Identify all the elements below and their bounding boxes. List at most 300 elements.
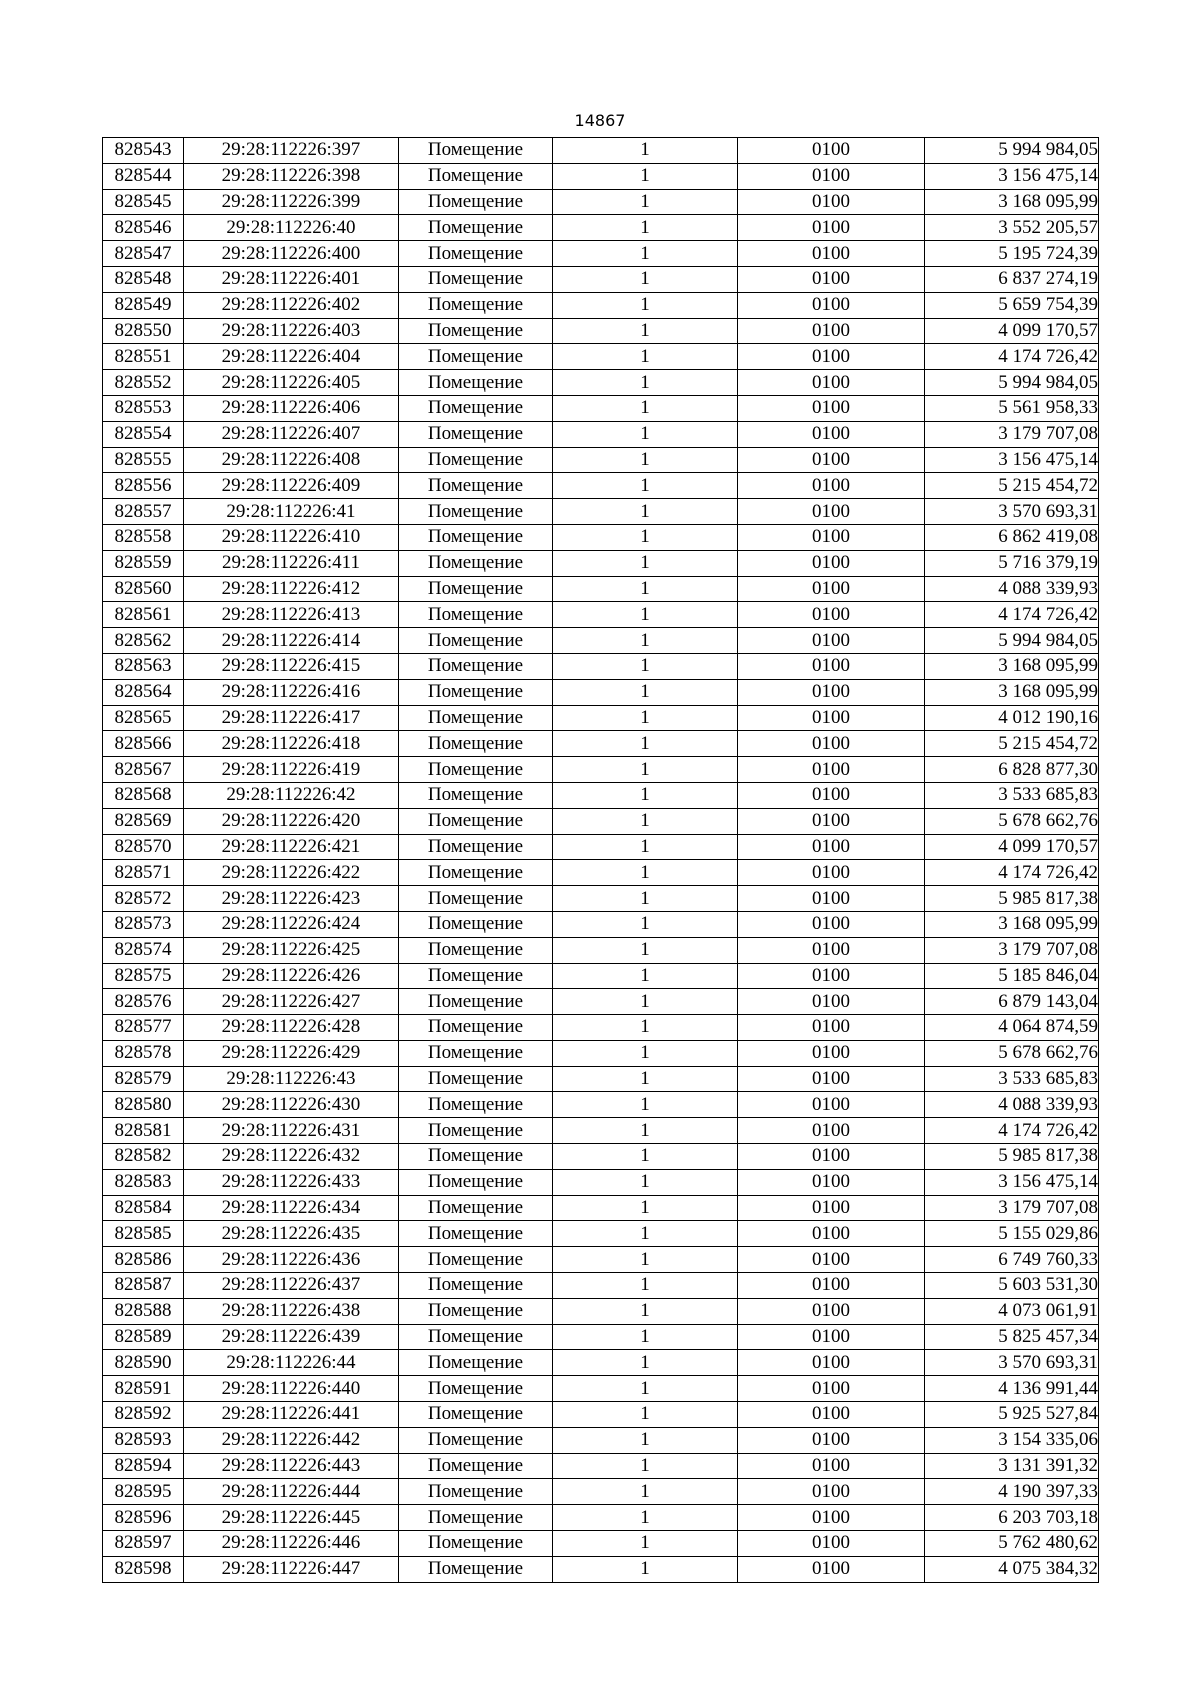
row-number-cell: 828562	[103, 628, 184, 654]
code-cell: 0100	[738, 1195, 925, 1221]
object-count-cell: 1	[553, 344, 738, 370]
row-number-cell: 828584	[103, 1195, 184, 1221]
object-type-cell: Помещение	[399, 318, 553, 344]
table-row	[103, 782, 1099, 808]
cadastral-number-cell: 29:28:112226:435	[184, 1221, 399, 1247]
object-count-cell: 1	[553, 705, 738, 731]
object-count-cell: 1	[553, 550, 738, 576]
code-cell: 0100	[738, 911, 925, 937]
row-number-cell: 828546	[103, 215, 184, 241]
row-number-cell: 828575	[103, 963, 184, 989]
code-cell: 0100	[738, 576, 925, 602]
cadastral-number-cell: 29:28:112226:432	[184, 1144, 399, 1170]
object-count-cell: 1	[553, 215, 738, 241]
cadastral-number-cell: 29:28:112226:397	[184, 138, 399, 164]
object-count-cell: 1	[553, 241, 738, 267]
object-count-cell: 1	[553, 292, 738, 318]
object-type-cell: Помещение	[399, 1273, 553, 1299]
object-count-cell: 1	[553, 834, 738, 860]
code-cell: 0100	[738, 1144, 925, 1170]
row-number-cell: 828581	[103, 1118, 184, 1144]
object-type-cell: Помещение	[399, 1324, 553, 1350]
code-cell: 0100	[738, 524, 925, 550]
object-count-cell: 1	[553, 911, 738, 937]
cadastral-value-cell: 3 179 707,08	[925, 937, 1099, 963]
object-type-cell: Помещение	[399, 241, 553, 267]
registry-table-body	[103, 138, 1099, 1583]
code-cell: 0100	[738, 215, 925, 241]
object-type-cell: Помещение	[399, 421, 553, 447]
cadastral-number-cell: 29:28:112226:442	[184, 1427, 399, 1453]
row-number-cell: 828589	[103, 1324, 184, 1350]
table-row	[103, 421, 1099, 447]
object-count-cell: 1	[553, 653, 738, 679]
object-count-cell: 1	[553, 1453, 738, 1479]
cadastral-value-cell: 3 168 095,99	[925, 911, 1099, 937]
cadastral-number-cell: 29:28:112226:424	[184, 911, 399, 937]
row-number-cell: 828551	[103, 344, 184, 370]
cadastral-number-cell: 29:28:112226:422	[184, 860, 399, 886]
cadastral-value-cell: 5 678 662,76	[925, 808, 1099, 834]
object-type-cell: Помещение	[399, 1144, 553, 1170]
table-row	[103, 989, 1099, 1015]
code-cell: 0100	[738, 1066, 925, 1092]
code-cell: 0100	[738, 1118, 925, 1144]
cadastral-value-cell: 5 825 457,34	[925, 1324, 1099, 1350]
row-number-cell: 828559	[103, 550, 184, 576]
cadastral-value-cell: 5 994 984,05	[925, 628, 1099, 654]
object-count-cell: 1	[553, 1350, 738, 1376]
cadastral-value-cell: 4 174 726,42	[925, 344, 1099, 370]
table-row	[103, 808, 1099, 834]
cadastral-number-cell: 29:28:112226:417	[184, 705, 399, 731]
row-number-cell: 828565	[103, 705, 184, 731]
cadastral-number-cell: 29:28:112226:426	[184, 963, 399, 989]
code-cell: 0100	[738, 266, 925, 292]
code-cell: 0100	[738, 989, 925, 1015]
cadastral-number-cell: 29:28:112226:440	[184, 1376, 399, 1402]
code-cell: 0100	[738, 757, 925, 783]
code-cell: 0100	[738, 1273, 925, 1299]
object-count-cell: 1	[553, 757, 738, 783]
code-cell: 0100	[738, 1092, 925, 1118]
table-row	[103, 860, 1099, 886]
table-row	[103, 1324, 1099, 1350]
table-row	[103, 215, 1099, 241]
cadastral-number-cell: 29:28:112226:433	[184, 1169, 399, 1195]
object-count-cell: 1	[553, 1531, 738, 1557]
object-type-cell: Помещение	[399, 1531, 553, 1557]
row-number-cell: 828548	[103, 266, 184, 292]
object-type-cell: Помещение	[399, 1505, 553, 1531]
cadastral-value-cell: 3 156 475,14	[925, 163, 1099, 189]
table-row	[103, 447, 1099, 473]
cadastral-value-cell: 5 994 984,05	[925, 370, 1099, 396]
object-type-cell: Помещение	[399, 1427, 553, 1453]
cadastral-value-cell: 4 174 726,42	[925, 602, 1099, 628]
table-row	[103, 163, 1099, 189]
page-number: 14867	[574, 111, 626, 130]
cadastral-value-cell: 6 862 419,08	[925, 524, 1099, 550]
object-count-cell: 1	[553, 1040, 738, 1066]
cadastral-value-cell: 4 099 170,57	[925, 834, 1099, 860]
table-row	[103, 937, 1099, 963]
cadastral-value-cell: 6 203 703,18	[925, 1505, 1099, 1531]
object-type-cell: Помещение	[399, 989, 553, 1015]
object-type-cell: Помещение	[399, 628, 553, 654]
code-cell: 0100	[738, 679, 925, 705]
cadastral-number-cell: 29:28:112226:405	[184, 370, 399, 396]
object-type-cell: Помещение	[399, 705, 553, 731]
cadastral-number-cell: 29:28:112226:40	[184, 215, 399, 241]
code-cell: 0100	[738, 1453, 925, 1479]
table-row	[103, 1118, 1099, 1144]
row-number-cell: 828549	[103, 292, 184, 318]
code-cell: 0100	[738, 395, 925, 421]
cadastral-value-cell: 5 215 454,72	[925, 473, 1099, 499]
cadastral-number-cell: 29:28:112226:419	[184, 757, 399, 783]
code-cell: 0100	[738, 1169, 925, 1195]
object-count-cell: 1	[553, 1324, 738, 1350]
row-number-cell: 828554	[103, 421, 184, 447]
table-row	[103, 1092, 1099, 1118]
row-number-cell: 828578	[103, 1040, 184, 1066]
cadastral-number-cell: 29:28:112226:437	[184, 1273, 399, 1299]
code-cell: 0100	[738, 1324, 925, 1350]
object-type-cell: Помещение	[399, 1453, 553, 1479]
cadastral-number-cell: 29:28:112226:399	[184, 189, 399, 215]
cadastral-value-cell: 3 156 475,14	[925, 447, 1099, 473]
cadastral-number-cell: 29:28:112226:443	[184, 1453, 399, 1479]
table-row	[103, 1505, 1099, 1531]
cadastral-value-cell: 5 659 754,39	[925, 292, 1099, 318]
object-type-cell: Помещение	[399, 344, 553, 370]
row-number-cell: 828550	[103, 318, 184, 344]
object-count-cell: 1	[553, 1247, 738, 1273]
object-count-cell: 1	[553, 1169, 738, 1195]
object-type-cell: Помещение	[399, 937, 553, 963]
object-type-cell: Помещение	[399, 886, 553, 912]
cadastral-number-cell: 29:28:112226:411	[184, 550, 399, 576]
cadastral-number-cell: 29:28:112226:431	[184, 1118, 399, 1144]
cadastral-number-cell: 29:28:112226:427	[184, 989, 399, 1015]
object-count-cell: 1	[553, 886, 738, 912]
table-row	[103, 886, 1099, 912]
code-cell: 0100	[738, 550, 925, 576]
object-type-cell: Помещение	[399, 266, 553, 292]
code-cell: 0100	[738, 1556, 925, 1582]
row-number-cell: 828576	[103, 989, 184, 1015]
table-row	[103, 1531, 1099, 1557]
object-count-cell: 1	[553, 499, 738, 525]
table-row	[103, 731, 1099, 757]
object-count-cell: 1	[553, 395, 738, 421]
cadastral-number-cell: 29:28:112226:43	[184, 1066, 399, 1092]
row-number-cell: 828544	[103, 163, 184, 189]
code-cell: 0100	[738, 834, 925, 860]
object-count-cell: 1	[553, 731, 738, 757]
cadastral-number-cell: 29:28:112226:444	[184, 1479, 399, 1505]
cadastral-value-cell: 5 925 527,84	[925, 1402, 1099, 1428]
object-type-cell: Помещение	[399, 163, 553, 189]
code-cell: 0100	[738, 937, 925, 963]
object-type-cell: Помещение	[399, 550, 553, 576]
code-cell: 0100	[738, 473, 925, 499]
cadastral-value-cell: 6 749 760,33	[925, 1247, 1099, 1273]
object-type-cell: Помещение	[399, 1015, 553, 1041]
table-row	[103, 1195, 1099, 1221]
cadastral-value-cell: 4 136 991,44	[925, 1376, 1099, 1402]
cadastral-number-cell: 29:28:112226:41	[184, 499, 399, 525]
object-count-cell: 1	[553, 1427, 738, 1453]
row-number-cell: 828571	[103, 860, 184, 886]
table-row	[103, 292, 1099, 318]
cadastral-value-cell: 4 099 170,57	[925, 318, 1099, 344]
cadastral-value-cell: 3 570 693,31	[925, 1350, 1099, 1376]
code-cell: 0100	[738, 886, 925, 912]
row-number-cell: 828545	[103, 189, 184, 215]
cadastral-value-cell: 6 837 274,19	[925, 266, 1099, 292]
code-cell: 0100	[738, 963, 925, 989]
object-type-cell: Помещение	[399, 395, 553, 421]
row-number-cell: 828558	[103, 524, 184, 550]
cadastral-number-cell: 29:28:112226:403	[184, 318, 399, 344]
table-row	[103, 1221, 1099, 1247]
cadastral-value-cell: 3 154 335,06	[925, 1427, 1099, 1453]
table-row	[103, 1273, 1099, 1299]
object-count-cell: 1	[553, 138, 738, 164]
row-number-cell: 828563	[103, 653, 184, 679]
code-cell: 0100	[738, 1298, 925, 1324]
row-number-cell: 828556	[103, 473, 184, 499]
table-row	[103, 473, 1099, 499]
row-number-cell: 828585	[103, 1221, 184, 1247]
code-cell: 0100	[738, 189, 925, 215]
object-count-cell: 1	[553, 1556, 738, 1582]
cadastral-number-cell: 29:28:112226:434	[184, 1195, 399, 1221]
cadastral-value-cell: 5 994 984,05	[925, 138, 1099, 164]
object-count-cell: 1	[553, 1221, 738, 1247]
object-count-cell: 1	[553, 860, 738, 886]
cadastral-value-cell: 3 168 095,99	[925, 679, 1099, 705]
object-type-cell: Помещение	[399, 1221, 553, 1247]
code-cell: 0100	[738, 421, 925, 447]
object-type-cell: Помещение	[399, 1247, 553, 1273]
row-number-cell: 828594	[103, 1453, 184, 1479]
code-cell: 0100	[738, 344, 925, 370]
cadastral-number-cell: 29:28:112226:436	[184, 1247, 399, 1273]
cadastral-number-cell: 29:28:112226:416	[184, 679, 399, 705]
row-number-cell: 828583	[103, 1169, 184, 1195]
cadastral-value-cell: 5 985 817,38	[925, 1144, 1099, 1170]
object-count-cell: 1	[553, 447, 738, 473]
cadastral-value-cell: 3 533 685,83	[925, 782, 1099, 808]
row-number-cell: 828547	[103, 241, 184, 267]
object-type-cell: Помещение	[399, 138, 553, 164]
table-row	[103, 1169, 1099, 1195]
object-count-cell: 1	[553, 370, 738, 396]
row-number-cell: 828579	[103, 1066, 184, 1092]
code-cell: 0100	[738, 1040, 925, 1066]
object-count-cell: 1	[553, 576, 738, 602]
code-cell: 0100	[738, 731, 925, 757]
cadastral-number-cell: 29:28:112226:407	[184, 421, 399, 447]
cadastral-value-cell: 5 185 846,04	[925, 963, 1099, 989]
object-type-cell: Помещение	[399, 215, 553, 241]
object-count-cell: 1	[553, 963, 738, 989]
cadastral-value-cell: 3 533 685,83	[925, 1066, 1099, 1092]
object-count-cell: 1	[553, 473, 738, 499]
cadastral-number-cell: 29:28:112226:429	[184, 1040, 399, 1066]
code-cell: 0100	[738, 602, 925, 628]
cadastral-number-cell: 29:28:112226:428	[184, 1015, 399, 1041]
table-row	[103, 318, 1099, 344]
code-cell: 0100	[738, 1350, 925, 1376]
object-type-cell: Помещение	[399, 963, 553, 989]
table-row	[103, 1298, 1099, 1324]
table-row	[103, 679, 1099, 705]
object-count-cell: 1	[553, 1144, 738, 1170]
cadastral-number-cell: 29:28:112226:400	[184, 241, 399, 267]
table-row	[103, 911, 1099, 937]
cadastral-value-cell: 4 073 061,91	[925, 1298, 1099, 1324]
cadastral-value-cell: 5 195 724,39	[925, 241, 1099, 267]
row-number-cell: 828597	[103, 1531, 184, 1557]
object-type-cell: Помещение	[399, 576, 553, 602]
row-number-cell: 828557	[103, 499, 184, 525]
table-row	[103, 1350, 1099, 1376]
object-count-cell: 1	[553, 989, 738, 1015]
object-type-cell: Помещение	[399, 860, 553, 886]
cadastral-value-cell: 5 561 958,33	[925, 395, 1099, 421]
row-number-cell: 828587	[103, 1273, 184, 1299]
object-type-cell: Помещение	[399, 731, 553, 757]
row-number-cell: 828570	[103, 834, 184, 860]
code-cell: 0100	[738, 1221, 925, 1247]
object-count-cell: 1	[553, 318, 738, 344]
cadastral-number-cell: 29:28:112226:42	[184, 782, 399, 808]
object-count-cell: 1	[553, 937, 738, 963]
table-row	[103, 241, 1099, 267]
object-type-cell: Помещение	[399, 782, 553, 808]
row-number-cell: 828595	[103, 1479, 184, 1505]
table-row	[103, 344, 1099, 370]
object-type-cell: Помещение	[399, 834, 553, 860]
object-type-cell: Помещение	[399, 524, 553, 550]
row-number-cell: 828573	[103, 911, 184, 937]
table-row	[103, 757, 1099, 783]
object-count-cell: 1	[553, 1505, 738, 1531]
row-number-cell: 828543	[103, 138, 184, 164]
table-row	[103, 653, 1099, 679]
object-count-cell: 1	[553, 1066, 738, 1092]
cadastral-number-cell: 29:28:112226:410	[184, 524, 399, 550]
cadastral-number-cell: 29:28:112226:418	[184, 731, 399, 757]
registry-table	[102, 137, 1099, 1583]
object-count-cell: 1	[553, 1479, 738, 1505]
table-row	[103, 1376, 1099, 1402]
cadastral-number-cell: 29:28:112226:398	[184, 163, 399, 189]
cadastral-value-cell: 4 064 874,59	[925, 1015, 1099, 1041]
object-type-cell: Помещение	[399, 447, 553, 473]
row-number-cell: 828561	[103, 602, 184, 628]
cadastral-value-cell: 5 762 480,62	[925, 1531, 1099, 1557]
cadastral-number-cell: 29:28:112226:413	[184, 602, 399, 628]
object-type-cell: Помещение	[399, 1040, 553, 1066]
cadastral-value-cell: 4 190 397,33	[925, 1479, 1099, 1505]
object-type-cell: Помещение	[399, 911, 553, 937]
cadastral-value-cell: 4 075 384,32	[925, 1556, 1099, 1582]
table-row	[103, 189, 1099, 215]
table-row	[103, 705, 1099, 731]
row-number-cell: 828592	[103, 1402, 184, 1428]
cadastral-number-cell: 29:28:112226:404	[184, 344, 399, 370]
object-type-cell: Помещение	[399, 1195, 553, 1221]
row-number-cell: 828566	[103, 731, 184, 757]
object-type-cell: Помещение	[399, 1092, 553, 1118]
row-number-cell: 828567	[103, 757, 184, 783]
cadastral-value-cell: 5 716 379,19	[925, 550, 1099, 576]
cadastral-value-cell: 6 879 143,04	[925, 989, 1099, 1015]
code-cell: 0100	[738, 499, 925, 525]
object-type-cell: Помещение	[399, 499, 553, 525]
table-row	[103, 1066, 1099, 1092]
cadastral-number-cell: 29:28:112226:409	[184, 473, 399, 499]
cadastral-value-cell: 3 552 205,57	[925, 215, 1099, 241]
object-count-cell: 1	[553, 1092, 738, 1118]
cadastral-number-cell: 29:28:112226:408	[184, 447, 399, 473]
cadastral-value-cell: 5 155 029,86	[925, 1221, 1099, 1247]
object-count-cell: 1	[553, 1273, 738, 1299]
code-cell: 0100	[738, 1247, 925, 1273]
cadastral-number-cell: 29:28:112226:44	[184, 1350, 399, 1376]
table-row	[103, 628, 1099, 654]
code-cell: 0100	[738, 705, 925, 731]
code-cell: 0100	[738, 318, 925, 344]
row-number-cell: 828569	[103, 808, 184, 834]
row-number-cell: 828596	[103, 1505, 184, 1531]
object-count-cell: 1	[553, 163, 738, 189]
code-cell: 0100	[738, 292, 925, 318]
row-number-cell: 828582	[103, 1144, 184, 1170]
cadastral-value-cell: 4 174 726,42	[925, 1118, 1099, 1144]
object-type-cell: Помещение	[399, 370, 553, 396]
code-cell: 0100	[738, 628, 925, 654]
object-count-cell: 1	[553, 602, 738, 628]
cadastral-value-cell: 4 174 726,42	[925, 860, 1099, 886]
row-number-cell: 828598	[103, 1556, 184, 1582]
code-cell: 0100	[738, 782, 925, 808]
table-row	[103, 499, 1099, 525]
object-type-cell: Помещение	[399, 1402, 553, 1428]
code-cell: 0100	[738, 1505, 925, 1531]
cadastral-value-cell: 5 603 531,30	[925, 1273, 1099, 1299]
table-row	[103, 1015, 1099, 1041]
object-type-cell: Помещение	[399, 757, 553, 783]
code-cell: 0100	[738, 447, 925, 473]
object-type-cell: Помещение	[399, 1350, 553, 1376]
code-cell: 0100	[738, 241, 925, 267]
table-row	[103, 834, 1099, 860]
row-number-cell: 828590	[103, 1350, 184, 1376]
cadastral-number-cell: 29:28:112226:447	[184, 1556, 399, 1582]
object-type-cell: Помещение	[399, 1556, 553, 1582]
object-type-cell: Помещение	[399, 602, 553, 628]
object-count-cell: 1	[553, 1015, 738, 1041]
cadastral-number-cell: 29:28:112226:425	[184, 937, 399, 963]
object-count-cell: 1	[553, 628, 738, 654]
code-cell: 0100	[738, 1402, 925, 1428]
